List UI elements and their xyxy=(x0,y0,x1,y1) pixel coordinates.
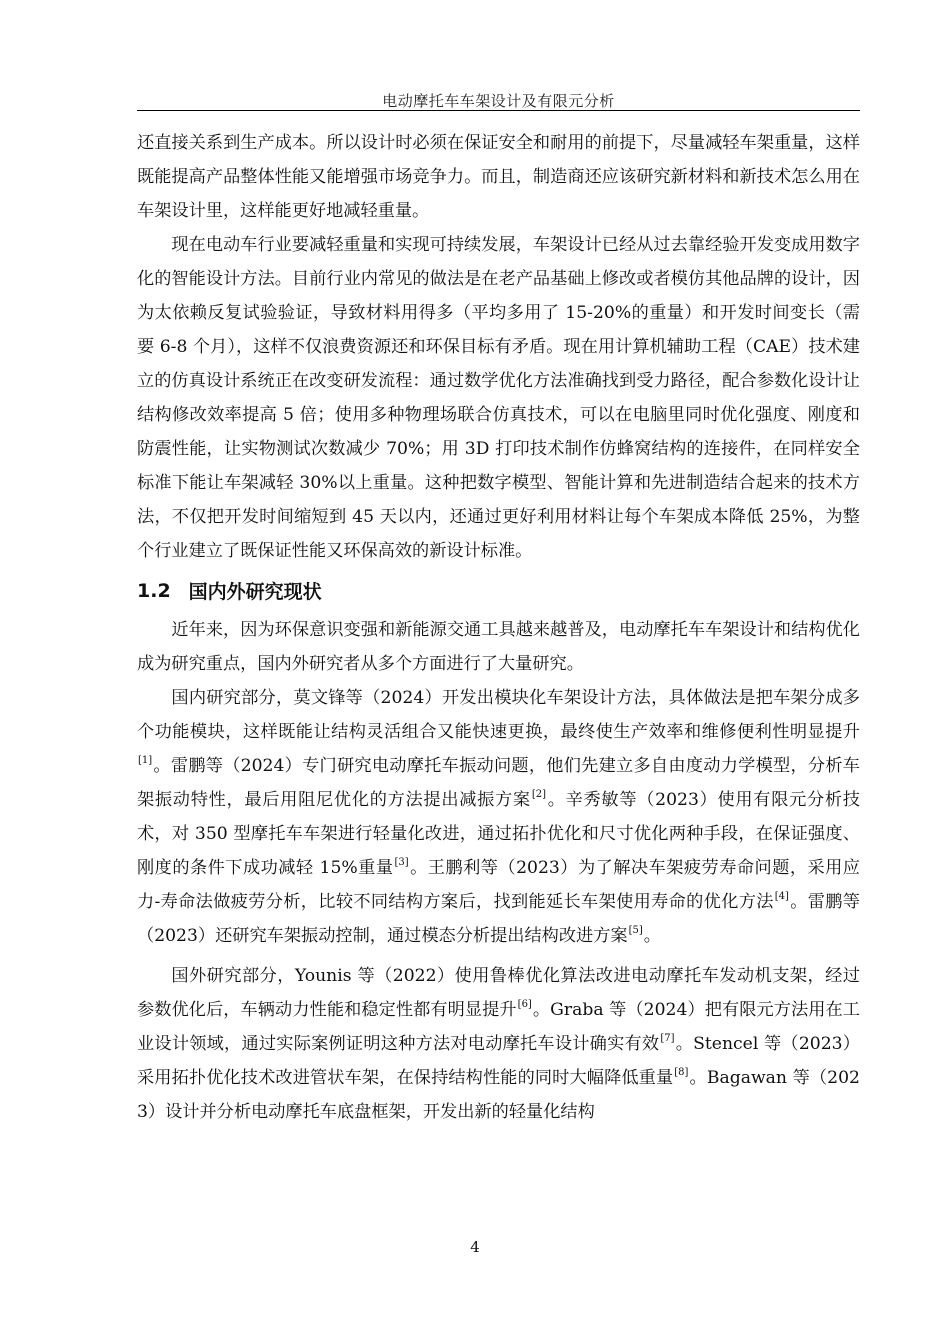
page-number: 4 xyxy=(470,1238,480,1256)
text-run: 。雷鹏等（2023）还研究车架振动控制，通过模态分析提出结构改进方案 xyxy=(137,892,860,946)
section-number: 1.2 xyxy=(137,579,171,602)
citation-4: [4] xyxy=(774,891,789,902)
text-run: 。Stencel 等（2023）采用拓扑优化技术改进管状车架，在保持结构性能的同时大幅降低重量 xyxy=(137,1034,860,1088)
paragraph-foreign-research xyxy=(137,959,860,1129)
citation-2: [2] xyxy=(531,789,547,800)
paragraph-intro: 近年来，因为环保意识变强和新能源交通工具越来越普及，电动摩托车车架设计和结构优化成为研究重点，国内外研究者从多个方面进行了大量研究。 xyxy=(137,620,860,674)
text-run: 。雷鹏等（2024）专门研究电动摩托车振动问题，他们先建立多自由度动力学模型，分析车架振动特性，最后用阻尼优化的方法提出减振方案 xyxy=(137,756,860,810)
text-run: 。Bagawan 等（2023）设计并分析电动摩托车底盘框架，开发出新的轻量化结构 xyxy=(137,1068,860,1122)
citation-7: [7] xyxy=(660,1033,675,1044)
text-run: 。辛秀敏等（2023）使用有限元分析技术，对 350 型摩托车车架进行轻量化改进，通过拓扑优化和尺寸优化两种手段，在保证强度、刚度的条件下成功减轻 15%重量 xyxy=(137,790,860,878)
paragraph-domestic-research xyxy=(137,681,860,953)
header-rule xyxy=(137,110,860,111)
text-run: 。Graba 等（2024）把有限元方法用在工业设计领域，通过实际案例证明这种方法对电动摩托车设计确实有效 xyxy=(137,1000,860,1054)
citation-6: [6] xyxy=(517,999,532,1010)
section-heading xyxy=(137,568,860,613)
paragraph-continued: 还直接关系到生产成本。所以设计时必须在保证安全和耐用的前提下，尽量减轻车架重量，这样既能提高产品整体性能又能增强市场竞争力。而且，制造商还应该研究新材料和新技术怎么用在车架设计里，这样能更好地减轻重量。 xyxy=(137,133,860,221)
section-title: 国内外研究现状 xyxy=(188,581,322,603)
paragraph-design-methods: 现在电动车行业要减轻重量和实现可持续发展，车架设计已经从过去靠经验开发变成用数字化的智能设计方法。目前行业内常见的做法是在老产品基础上修改或者模仿其他品牌的设计，因为太依赖反复试验验证，导致材料用得多（平均多用了 15-20%的重量）和开发时间变长（需要 6-8 个月），这样不仅浪费资源还和环保目标有矛盾。现在用计算机辅助工程（CAE）技术建立的仿真设计系统正在改变研发流程：通过数学优化方法准确找到受力路径，配合参数化设计让结构修改效率提高 5 倍；使用多种物理场联合仿真技术，可以在电脑里同时优化强度、刚度和防震性能，让实物测试次数减少 70%；用 3D 打印技术制作仿蜂窝结构的连接件，在同样安全标准下能让车架减轻 30%以上重量。这种把数字模型、智能计算和先进制造结合起来的技术方法，不仅把开发时间缩短到 45 天以内，还通过更好利用材料让每个车架成本降低 25%，为整个行业建立了既保证性能又环保高效的新设计标准。 xyxy=(137,235,860,561)
text-run: 。王鹏利等（2023）为了解决车架疲劳寿命问题，采用应力-寿命法做疲劳分析，比较不同结构方案后，找到能延长车架使用寿命的优化方法 xyxy=(137,858,860,912)
text-run: 。 xyxy=(643,926,661,946)
running-header: 电动摩托车车架设计及有限元分析 xyxy=(382,92,615,110)
text-run: 国外研究部分，Younis 等（2022）使用鲁棒优化算法改进电动摩托车发动机支架，经过参数优化后，车辆动力性能和稳定性都有明显提升 xyxy=(137,966,860,1020)
citation-5: [5] xyxy=(628,925,643,936)
citation-1: [1] xyxy=(138,755,153,766)
citation-8: [8] xyxy=(674,1067,689,1078)
text-run: 国内研究部分，莫文锋等（2024）开发出模块化车架设计方法，具体做法是把车架分成多个功能模块，这样既能让结构灵活组合又能快速更换，最终使生产效率和维修便利性明显提升 xyxy=(137,688,860,742)
body-text xyxy=(137,126,860,1129)
citation-3: [3] xyxy=(394,857,409,868)
